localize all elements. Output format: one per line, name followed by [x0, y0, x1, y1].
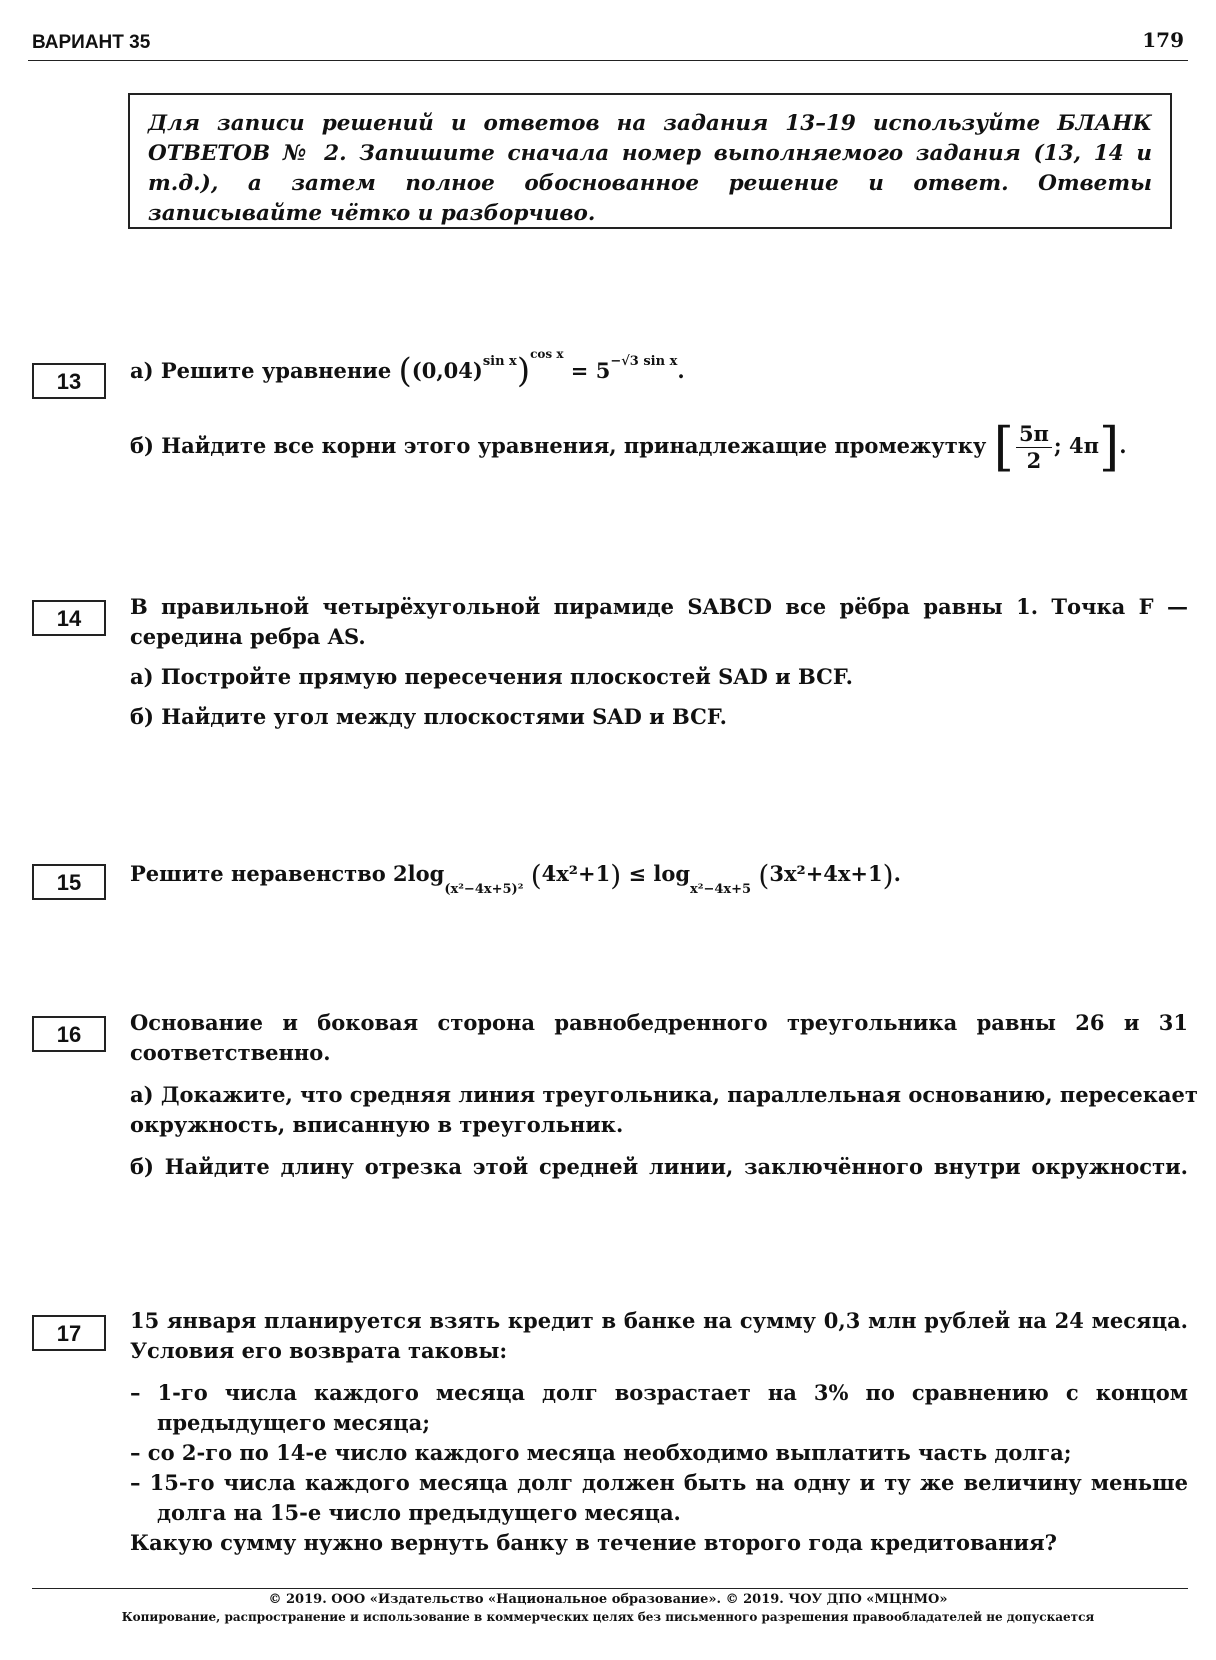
- footer-copyright: © 2019. ООО «Издательство «Национальное образование». © 2019. ЧОУ ДПО «МЦНМО»: [268, 1592, 948, 1607]
- task-13-a-label: а) Решите уравнение: [130, 358, 392, 383]
- footer-notice: Копирование, распространение и использование в коммерческих целях без письменного разрешения правообладателей не допускается: [121, 1610, 1095, 1624]
- task-14-line-2: середина ребра AS.: [130, 624, 366, 649]
- task-13-part-b: б) Найдите все корни этого уравнения, принадлежащие промежутку [ $\frac{5\pi}{2}$ ; 4π].: [130, 417, 1127, 478]
- task-16-line-1: Основание и боковая сторона равнобедренного треугольника равны 26 и 31: [130, 1010, 1188, 1035]
- eq-base: 0,04: [421, 358, 473, 383]
- task-14-part-b: б) Найдите угол между плоскостями SAD и BCF.: [130, 704, 727, 729]
- task-16-part-b: б) Найдите длину отрезка этой средней линии, заключённого внутри окружности.: [130, 1154, 1188, 1179]
- footer-divider: [32, 1588, 1188, 1589]
- task-17-bullet-1b: предыдущего месяца;: [157, 1410, 430, 1435]
- task-number-15: 15: [32, 864, 106, 900]
- task-15-inequality: Решите неравенство $2\log_{(x^2-4x+5)^2}$ $(4x^2+1) \le \log_{x^2-4x+5} (3x^2+4x+1)$.: [130, 859, 901, 897]
- task-number-17: 17: [32, 1315, 106, 1351]
- eq-inner-exp: sin x: [482, 354, 517, 369]
- header-divider: [28, 60, 1188, 61]
- rhs-base: x²−4x+5: [690, 882, 752, 897]
- lhs-coef: 2log: [393, 861, 445, 886]
- relation: ≤ log: [628, 861, 691, 886]
- task-17-bullet-3b: долга на 15-е число предыдущего месяца.: [157, 1500, 681, 1525]
- task-16-line-2: соответственно.: [130, 1040, 331, 1065]
- task-13-part-a: [130, 347, 1188, 391]
- task-17-bullet-1a: – 1-го числа каждого месяца долг возрастает на 3% по сравнению с концом: [130, 1380, 1188, 1405]
- task-17-bullet-2: – со 2-го по 14-е число каждого месяца необходимо выплатить часть долга;: [130, 1440, 1072, 1465]
- task-17-bullet-3a: – 15-го числа каждого месяца долг должен быть на одну и ту же величину меньше: [130, 1470, 1188, 1495]
- interval-right: ; 4π: [1053, 433, 1099, 458]
- task-17-question: Какую сумму нужно вернуть банку в течение второго года кредитования?: [130, 1530, 1057, 1555]
- task-13-b-label: б) Найдите все корни этого уравнения, принадлежащие промежутку: [130, 433, 987, 458]
- eq-rhs-exp: −√3 sin x: [610, 354, 678, 369]
- task-17-line-1: 15 января планируется взять кредит в банке на сумму 0,3 млн рублей на 24 месяца.: [130, 1308, 1188, 1333]
- eq-outer-exp: cos x: [530, 347, 564, 361]
- rhs-arg: 3x²+4x+1: [769, 861, 883, 886]
- equation-13: $((0,04)^{sin x})^{cos x} = 5^{-√3 sin x}$.: [398, 347, 685, 391]
- task-number-16: 16: [32, 1016, 106, 1052]
- task-16-part-a-2: окружность, вписанную в треугольник.: [130, 1112, 624, 1137]
- task-14-part-a: а) Постройте прямую пересечения плоскостей SAD и BCF.: [130, 664, 853, 689]
- page-number: 179: [1142, 28, 1184, 52]
- eq-rhs: = 5: [570, 358, 611, 383]
- task-15-label: Решите неравенство: [130, 861, 386, 886]
- lhs-base: (x²−4x+5)²: [444, 882, 524, 897]
- lhs-arg: 4x²+1: [541, 861, 611, 886]
- task-14-line-1: В правильной четырёхугольной пирамиде SABCD все рёбра равны 1. Точка F —: [130, 594, 1188, 619]
- task-number-14: 14: [32, 600, 106, 636]
- task-number-13: 13: [32, 363, 106, 399]
- task-16-part-a-1: а) Докажите, что средняя линия треугольника, параллельная основанию, пересекает: [130, 1082, 1198, 1107]
- interval-left-fraction: $\frac{5\pi}{2}$: [1016, 421, 1052, 474]
- variant-title: ВАРИАНТ 35: [32, 32, 151, 53]
- instructions-box: Для записи решений и ответов на задания 13–19 используйте БЛАНК ОТВЕТОВ № 2. Запишите сначала номер выполняемого задания (13, 14 и т.д.), а затем полное обоснованное решение и ответ. Ответы записывайте чётко и разборчиво.: [128, 93, 1172, 229]
- task-17-line-2: Условия его возврата таковы:: [130, 1338, 508, 1363]
